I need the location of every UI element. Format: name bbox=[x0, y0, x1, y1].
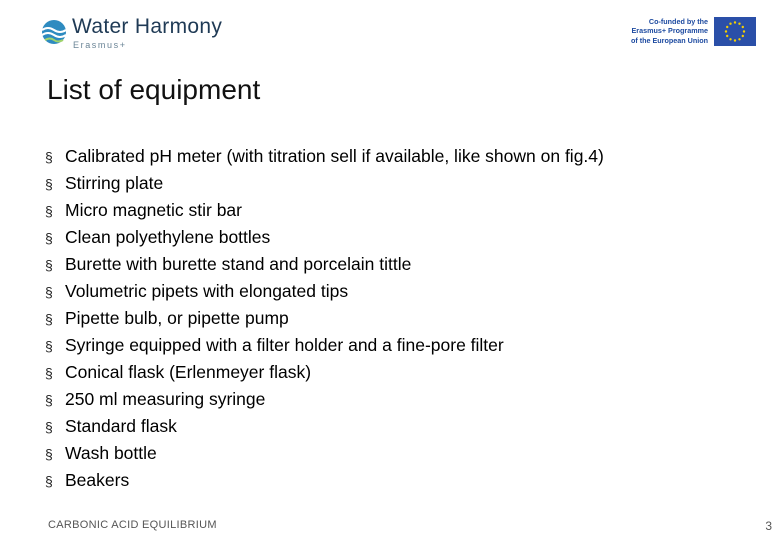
footer-text: CARBONIC ACID EQUILIBRIUM bbox=[48, 519, 217, 531]
eu-star-icon bbox=[738, 23, 740, 25]
list-item-text: Syringe equipped with a filter holder and a fine-pore filter bbox=[65, 335, 504, 355]
logo-title: Water Harmony bbox=[72, 15, 223, 38]
bullet-icon: § bbox=[45, 472, 53, 489]
list-item bbox=[45, 170, 604, 197]
bullet-icon: § bbox=[45, 364, 53, 381]
list-item-text: Wash bottle bbox=[65, 443, 157, 463]
list-item bbox=[45, 305, 604, 332]
list-item bbox=[45, 224, 604, 251]
list-item bbox=[45, 143, 604, 170]
eu-star-icon bbox=[734, 39, 736, 41]
bullet-icon: § bbox=[45, 175, 53, 192]
water-harmony-logo bbox=[40, 14, 240, 50]
eu-star-icon bbox=[725, 30, 727, 32]
slide-title: List of equipment bbox=[47, 74, 261, 105]
eu-star-icon bbox=[726, 26, 728, 28]
list-item-text: Calibrated pH meter (with titration sell if available, like shown on fig.4) bbox=[65, 146, 604, 166]
list-item bbox=[45, 359, 604, 386]
list-item bbox=[45, 332, 604, 359]
list-item-text: Pipette bulb, or pipette pump bbox=[65, 308, 289, 328]
logo-subtitle: Erasmus+ bbox=[73, 40, 127, 50]
page-number: 3 bbox=[765, 519, 772, 533]
eu-star-icon bbox=[734, 21, 736, 23]
eu-cofunded-badge bbox=[620, 16, 760, 48]
list-item bbox=[45, 440, 604, 467]
eu-star-icon bbox=[742, 35, 744, 37]
list-item bbox=[45, 467, 604, 494]
list-item-text: Micro magnetic stir bar bbox=[65, 200, 242, 220]
bullet-icon: § bbox=[45, 148, 53, 165]
equipment-list bbox=[45, 143, 604, 494]
eu-star-icon bbox=[738, 38, 740, 40]
eu-flag-icon bbox=[714, 17, 756, 46]
list-item-text: Standard flask bbox=[65, 416, 177, 436]
eu-star-icon bbox=[743, 30, 745, 32]
eu-star-icon bbox=[729, 23, 731, 25]
list-item-text: Clean polyethylene bottles bbox=[65, 227, 271, 247]
eu-star-icon bbox=[742, 26, 744, 28]
eu-text-line: Erasmus+ Programme bbox=[631, 26, 708, 36]
bullet-icon: § bbox=[45, 229, 53, 246]
water-drop-logo-icon bbox=[40, 18, 68, 46]
eu-star-icon bbox=[729, 38, 731, 40]
list-item-text: Volumetric pipets with elongated tips bbox=[65, 281, 349, 301]
eu-text-line: of the European Union bbox=[630, 35, 708, 45]
bullet-icon: § bbox=[45, 256, 53, 273]
bullet-icon: § bbox=[45, 418, 53, 435]
list-item-text: 250 ml measuring syringe bbox=[65, 389, 266, 409]
bullet-icon: § bbox=[45, 391, 53, 408]
eu-text-line: Co-funded by the bbox=[648, 17, 708, 26]
eu-text bbox=[620, 17, 708, 45]
list-item bbox=[45, 197, 604, 224]
list-item-text: Beakers bbox=[65, 470, 130, 490]
list-item-text: Conical flask (Erlenmeyer flask) bbox=[65, 362, 312, 382]
list-item bbox=[45, 251, 604, 278]
list-item-text: Stirring plate bbox=[65, 173, 164, 193]
bullet-icon: § bbox=[45, 283, 53, 300]
bullet-icon: § bbox=[45, 445, 53, 462]
bullet-icon: § bbox=[45, 337, 53, 354]
list-item bbox=[45, 413, 604, 440]
eu-star-icon bbox=[726, 35, 728, 37]
list-item-text: Burette with burette stand and porcelain tittle bbox=[65, 254, 412, 274]
bullet-icon: § bbox=[45, 310, 53, 327]
bullet-icon: § bbox=[45, 202, 53, 219]
list-item bbox=[45, 278, 604, 305]
list-item bbox=[45, 386, 604, 413]
